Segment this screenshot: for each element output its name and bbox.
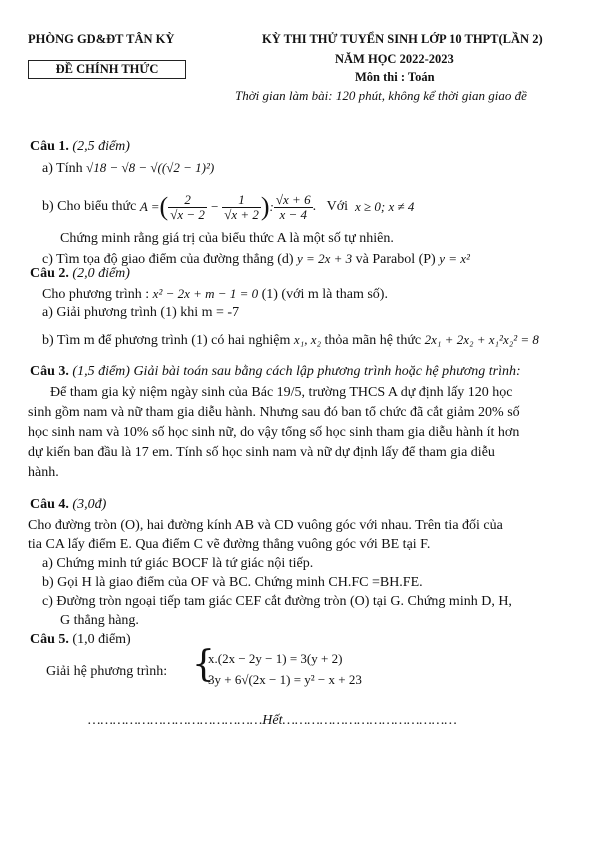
- q1-b-text: Cho biểu thức: [57, 199, 137, 214]
- q1-b-line2: Chứng minh rằng giá trị của biểu thức A là một số tự nhiên.: [60, 231, 394, 246]
- q2-a: a) Giải phương trình (1) khi m = -7: [42, 305, 240, 320]
- q4-points: (3,0đ): [72, 497, 107, 512]
- q1-b-cond: x ≥ 0; x ≠ 4: [354, 199, 415, 214]
- q5-points: (1,0 điểm): [72, 632, 131, 647]
- q5-eq2: 3y + 6√(2x − 1) = y² − x + 23: [208, 672, 362, 687]
- q1-b-frac1-den: √x − 2: [170, 206, 205, 222]
- right-paren: ): [260, 192, 270, 221]
- official-label: ĐỀ CHÍNH THỨC: [28, 60, 186, 79]
- q1-a-expr: √18 − √8 − √((√2 − 1)²): [86, 160, 215, 175]
- q1-b-cond-word: Với: [326, 199, 348, 214]
- q2-b1: b) Tìm m để phương trình (1) có hai nghiệm: [42, 333, 291, 348]
- q1-a-label: a): [42, 161, 53, 176]
- q1-a-text: Tính: [56, 161, 83, 176]
- q2-intro: [42, 286, 388, 303]
- q4-heading: [30, 497, 106, 513]
- q4-b: b) Gọi H là giao điểm của OF và BC. Chứng minh CH.FC =BH.FE.: [42, 575, 423, 590]
- q1-b-A: A =: [139, 199, 160, 214]
- q1-b-frac3-den: x − 4: [279, 206, 307, 222]
- q3-heading-text: (1,5 điểm) Giải bài toán sau bằng cách lập phương trình hoặc hệ phương trình:: [72, 364, 521, 379]
- q5-eq1: x.(2x − 2y − 1) = 3(y + 2): [208, 651, 343, 666]
- left-paren: (: [159, 192, 169, 221]
- q1-b: b) Cho biểu thức A = ( $\frac{2}{√x - 2}$ − $\frac{1}{√x + 2}$ ) : $\frac{√x + 6}{x - 4}$ . Với x ≥ 0; x ≠ 4: [42, 191, 415, 222]
- q3-line3: học sinh nam và 10% số học sinh nữ, do vậy tổng số học sinh tham gia diễu hành ít hơn: [28, 425, 520, 440]
- q5-text: Giải hệ phương trình:: [46, 664, 168, 679]
- q3-line1: Để tham gia kỷ niệm ngày sinh của Bác 19/5, trường THCS A dự định lấy 120 học: [50, 385, 513, 400]
- q4-a: a) Chứng minh tứ giác BOCF là tứ giác nội tiếp.: [42, 556, 314, 571]
- q1-a: [42, 160, 214, 177]
- q3-title: Câu 3.: [30, 364, 69, 379]
- q1-heading: [30, 139, 130, 155]
- exam-title: KỲ THI THỬ TUYỂN SINH LỚP 10 THPT(LẦN 2): [262, 32, 543, 46]
- q2-b2: thỏa mãn hệ thức: [324, 333, 422, 348]
- subject: Môn thi : Toán: [355, 70, 435, 84]
- q1-c-text1: Tìm tọa độ giao điểm của đường thẳng (d): [56, 252, 294, 267]
- q1-b-frac3: [274, 193, 313, 222]
- q1-c-label: c): [42, 252, 53, 267]
- q1-points: (2,5 điểm): [72, 139, 130, 154]
- q1-b-frac3-num: √x + 6: [275, 191, 311, 207]
- q3-line4: dự kiến ban đầu là 17 em. Tính số học sinh nam và nữ dự định lấy để tham gia diễu: [28, 445, 495, 460]
- q1-title: Câu 1.: [30, 139, 69, 154]
- q1-c-line: y = 2x + 3: [297, 251, 353, 266]
- q2-b-rel: 2x₁ + 2x₂ + x₁²x₂² = 8: [424, 332, 539, 347]
- system-brace: {: [192, 644, 215, 685]
- q2-heading: [30, 266, 130, 282]
- q5-heading: [30, 632, 131, 648]
- q4-line1: Cho đường tròn (O), hai đường kính AB và CD vuông góc với nhau. Trên tia đối của: [28, 518, 503, 533]
- q4-c1: c) Đường tròn ngoại tiếp tam giác CEF cắt đường tròn (O) tại G. Chứng minh D, H,: [42, 594, 512, 609]
- org-name: PHÒNG GD&ĐT TÂN KỲ: [28, 32, 175, 46]
- time-note: Thời gian làm bài: 120 phút, không kể thời gian giao đề: [235, 88, 527, 103]
- q1-b-frac1-num: 2: [168, 193, 207, 208]
- q2-intro2: (1) (với m là tham số).: [261, 287, 388, 302]
- q5-title: Câu 5.: [30, 632, 69, 647]
- q1-c-text2: và Parabol (P): [355, 252, 436, 267]
- q2-b-vars: x₁, x₂: [293, 332, 322, 347]
- q3-line5: hành.: [28, 465, 59, 480]
- q3-heading: [30, 364, 521, 380]
- end-marker: ……………………………………Hết……………………………………: [88, 713, 457, 728]
- q1-b-frac2-num: 1: [222, 193, 261, 208]
- q1-b-frac2-den: √x + 2: [224, 206, 259, 222]
- q2-eq: x² − 2x + m − 1 = 0: [152, 286, 259, 301]
- q2-points: (2,0 điểm): [72, 266, 130, 281]
- q1-b-frac2: [222, 193, 261, 222]
- q2-b: [42, 332, 539, 349]
- q3-line2: sinh gồm nam và nữ tham gia diễu hành. Nhưng sau đó ban tổ chức đã cắt giảm 20% số: [28, 405, 520, 420]
- q4-line2: tia CA lấy điểm E. Qua điểm C vẽ đường thẳng vuông góc với BE tại F.: [28, 537, 431, 552]
- school-year: NĂM HỌC 2022-2023: [335, 52, 454, 66]
- q2-title: Câu 2.: [30, 266, 69, 281]
- q4-title: Câu 4.: [30, 497, 69, 512]
- q1-b-label: b): [42, 199, 54, 214]
- q4-c2: G thẳng hàng.: [60, 613, 139, 628]
- q1-b-frac1: [168, 193, 207, 222]
- q1-c-parab: y = x²: [439, 251, 470, 266]
- q2-intro1: Cho phương trình :: [42, 287, 150, 302]
